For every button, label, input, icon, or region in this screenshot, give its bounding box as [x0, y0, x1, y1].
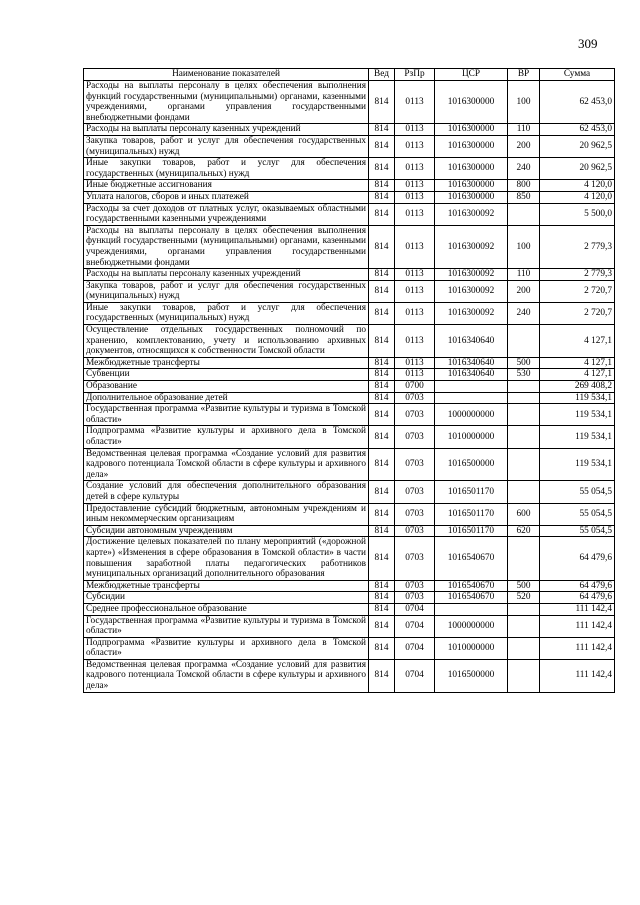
sum-cell: 4 127,1	[540, 357, 615, 369]
csr-cell: 1010000000	[435, 637, 508, 659]
csr-cell: 1016300000	[435, 124, 508, 136]
name-cell: Среднее профессиональное образование	[84, 603, 369, 615]
csr-cell: 1016300092	[435, 269, 508, 281]
vr-cell: 240	[508, 158, 540, 180]
ved-cell: 814	[369, 448, 395, 481]
csr-cell: 1016340640	[435, 369, 508, 381]
ved-cell: 814	[369, 381, 395, 393]
ved-cell: 814	[369, 81, 395, 124]
vr-cell: 530	[508, 369, 540, 381]
table-row	[84, 525, 615, 537]
ved-cell: 814	[369, 481, 395, 503]
ved-cell: 814	[369, 426, 395, 448]
table-row	[84, 191, 615, 203]
sum-cell: 4 127,1	[540, 369, 615, 381]
vr-cell: 800	[508, 180, 540, 192]
csr-cell: 1016540670	[435, 580, 508, 592]
vr-cell	[508, 448, 540, 481]
sum-cell: 2 720,7	[540, 280, 615, 302]
ved-cell: 814	[369, 203, 395, 225]
vr-cell	[508, 603, 540, 615]
header-name: Наименование показателей	[84, 69, 369, 81]
page-number: 309	[578, 36, 598, 51]
rzpr-cell: 0113	[395, 369, 435, 381]
table-row	[84, 381, 615, 393]
name-cell: Закупка товаров, работ и услуг для обеспечения государственных (муниципальных) нужд	[84, 280, 369, 302]
csr-cell: 1016540670	[435, 592, 508, 604]
name-cell: Ведомственная целевая программа «Создание условий для развития кадрового потенциала Томской области в сфере культуры и архивного дела»	[84, 659, 369, 692]
sum-cell: 119 534,1	[540, 448, 615, 481]
sum-cell: 119 534,1	[540, 404, 615, 426]
rzpr-cell: 0113	[395, 357, 435, 369]
sum-cell: 111 142,4	[540, 615, 615, 637]
rzpr-cell: 0704	[395, 615, 435, 637]
table-row	[84, 448, 615, 481]
name-cell: Уплата налогов, сборов и иных платежей	[84, 191, 369, 203]
rzpr-cell: 0113	[395, 203, 435, 225]
sum-cell: 4 127,1	[540, 325, 615, 358]
name-cell: Расходы на выплаты персоналу казенных учреждений	[84, 269, 369, 281]
csr-cell: 1016300000	[435, 135, 508, 157]
name-cell: Подпрограмма «Развитие культуры и архивного дела в Томской области»	[84, 637, 369, 659]
ved-cell: 814	[369, 135, 395, 157]
rzpr-cell: 0704	[395, 659, 435, 692]
ved-cell: 814	[369, 525, 395, 537]
csr-cell: 1016500000	[435, 659, 508, 692]
rzpr-cell: 0113	[395, 225, 435, 268]
ved-cell: 814	[369, 592, 395, 604]
name-cell: Субсидии автономным учреждениям	[84, 525, 369, 537]
sum-cell: 20 962,5	[540, 135, 615, 157]
name-cell: Межбюджетные трансферты	[84, 357, 369, 369]
csr-cell: 1016300092	[435, 225, 508, 268]
sum-cell: 111 142,4	[540, 659, 615, 692]
table-row	[84, 269, 615, 281]
name-cell: Образование	[84, 381, 369, 393]
ved-cell: 814	[369, 659, 395, 692]
sum-cell: 64 479,6	[540, 537, 615, 580]
table-row	[84, 592, 615, 604]
table-row	[84, 135, 615, 157]
rzpr-cell: 0704	[395, 637, 435, 659]
vr-cell: 500	[508, 580, 540, 592]
rzpr-cell: 0113	[395, 302, 435, 324]
csr-cell: 1016501170	[435, 525, 508, 537]
table-header-row	[84, 69, 615, 81]
csr-cell: 1016300000	[435, 158, 508, 180]
name-cell: Ведомственная целевая программа «Создание условий для развития кадрового потенциала Томской области в сфере культуры и архивного дела»	[84, 448, 369, 481]
name-cell: Иные закупки товаров, работ и услуг для обеспечения государственных (муниципальных) нужд	[84, 302, 369, 324]
rzpr-cell: 0113	[395, 135, 435, 157]
ved-cell: 814	[369, 302, 395, 324]
ved-cell: 814	[369, 537, 395, 580]
csr-cell: 1016300000	[435, 81, 508, 124]
table-row	[84, 124, 615, 136]
ved-cell: 814	[369, 124, 395, 136]
sum-cell: 20 962,5	[540, 158, 615, 180]
name-cell: Расходы на выплаты персоналу в целях обеспечения выполнения функций государственными (муниципальными) органами, казенными учреждениями, органами управления государственными внебюджетными фондами	[84, 225, 369, 268]
rzpr-cell: 0703	[395, 426, 435, 448]
csr-cell: 1016340640	[435, 357, 508, 369]
vr-cell	[508, 481, 540, 503]
rzpr-cell: 0703	[395, 525, 435, 537]
vr-cell	[508, 392, 540, 404]
rzpr-cell: 0703	[395, 580, 435, 592]
vr-cell: 600	[508, 503, 540, 525]
rzpr-cell: 0113	[395, 158, 435, 180]
table-row	[84, 659, 615, 692]
ved-cell: 814	[369, 603, 395, 615]
rzpr-cell: 0700	[395, 381, 435, 393]
csr-cell: 1016300000	[435, 180, 508, 192]
table-row	[84, 203, 615, 225]
csr-cell: 1016300092	[435, 302, 508, 324]
vr-cell	[508, 325, 540, 358]
name-cell: Иные бюджетные ассигнования	[84, 180, 369, 192]
header-rzpr: РзПр	[395, 69, 435, 81]
vr-cell	[508, 426, 540, 448]
ved-cell: 814	[369, 357, 395, 369]
csr-cell: 1016500000	[435, 448, 508, 481]
table-row	[84, 392, 615, 404]
csr-cell	[435, 392, 508, 404]
name-cell: Осуществление отдельных государственных полномочий по хранению, комплектованию, учету и использованию архивных документов, относящихся к собственности Томской области	[84, 325, 369, 358]
vr-cell	[508, 381, 540, 393]
vr-cell: 620	[508, 525, 540, 537]
header-vr: ВР	[508, 69, 540, 81]
table-row	[84, 503, 615, 525]
name-cell: Предоставление субсидий бюджетным, автономным учреждениям и иным некоммерческим организациям	[84, 503, 369, 525]
csr-cell: 1000000000	[435, 404, 508, 426]
budget-table	[83, 68, 615, 693]
sum-cell: 55 054,5	[540, 481, 615, 503]
sum-cell: 111 142,4	[540, 637, 615, 659]
csr-cell: 1016501170	[435, 503, 508, 525]
header-ved: Вед	[369, 69, 395, 81]
csr-cell: 1016340640	[435, 325, 508, 358]
sum-cell: 2 720,7	[540, 302, 615, 324]
ved-cell: 814	[369, 158, 395, 180]
vr-cell	[508, 637, 540, 659]
table-row	[84, 280, 615, 302]
table-row	[84, 603, 615, 615]
rzpr-cell: 0113	[395, 280, 435, 302]
name-cell: Создание условий для обеспечения дополнительного образования детей в сфере культуры	[84, 481, 369, 503]
vr-cell: 240	[508, 302, 540, 324]
table-row	[84, 537, 615, 580]
sum-cell: 119 534,1	[540, 426, 615, 448]
sum-cell: 111 142,4	[540, 603, 615, 615]
name-cell: Подпрограмма «Развитие культуры и архивного дела в Томской области»	[84, 426, 369, 448]
table-row	[84, 481, 615, 503]
table-body	[84, 81, 615, 693]
sum-cell: 62 453,0	[540, 124, 615, 136]
vr-cell: 100	[508, 81, 540, 124]
sum-cell: 55 054,5	[540, 525, 615, 537]
vr-cell: 200	[508, 280, 540, 302]
name-cell: Достижение целевых показателей по плану мероприятий («дорожной карте») «Изменения в сфере образования в Томской области» в части повышения заработной платы педагогических работников муниципальных организаций дополнительного образования	[84, 537, 369, 580]
ved-cell: 814	[369, 615, 395, 637]
rzpr-cell: 0703	[395, 448, 435, 481]
sum-cell: 2 779,3	[540, 269, 615, 281]
ved-cell: 814	[369, 325, 395, 358]
rzpr-cell: 0703	[395, 404, 435, 426]
rzpr-cell: 0703	[395, 481, 435, 503]
vr-cell	[508, 615, 540, 637]
name-cell: Государственная программа «Развитие культуры и туризма в Томской области»	[84, 404, 369, 426]
vr-cell: 100	[508, 225, 540, 268]
rzpr-cell: 0113	[395, 81, 435, 124]
csr-cell: 1010000000	[435, 426, 508, 448]
table-row	[84, 158, 615, 180]
vr-cell: 200	[508, 135, 540, 157]
sum-cell: 2 779,3	[540, 225, 615, 268]
ved-cell: 814	[369, 225, 395, 268]
ved-cell: 814	[369, 637, 395, 659]
ved-cell: 814	[369, 392, 395, 404]
table-row	[84, 302, 615, 324]
sum-cell: 269 408,2	[540, 381, 615, 393]
name-cell: Субсидии	[84, 592, 369, 604]
rzpr-cell: 0703	[395, 503, 435, 525]
header-csr: ЦСР	[435, 69, 508, 81]
vr-cell	[508, 537, 540, 580]
name-cell: Расходы на выплаты персоналу в целях обеспечения выполнения функций государственными (муниципальными) органами, казенными учреждениями, органами управления государственными внебюджетными фондами	[84, 81, 369, 124]
name-cell: Субвенции	[84, 369, 369, 381]
vr-cell: 110	[508, 269, 540, 281]
sum-cell: 4 120,0	[540, 191, 615, 203]
ved-cell: 814	[369, 180, 395, 192]
header-sum: Сумма	[540, 69, 615, 81]
rzpr-cell: 0703	[395, 537, 435, 580]
sum-cell: 64 479,6	[540, 592, 615, 604]
csr-cell: 1016300000	[435, 191, 508, 203]
name-cell: Расходы за счет доходов от платных услуг, оказываемых областными государственными казенными учреждениями	[84, 203, 369, 225]
csr-cell	[435, 603, 508, 615]
ved-cell: 814	[369, 280, 395, 302]
csr-cell: 1016540670	[435, 537, 508, 580]
table-row	[84, 580, 615, 592]
table-row	[84, 369, 615, 381]
table-row	[84, 81, 615, 124]
ved-cell: 814	[369, 580, 395, 592]
vr-cell: 520	[508, 592, 540, 604]
rzpr-cell: 0703	[395, 392, 435, 404]
csr-cell: 1000000000	[435, 615, 508, 637]
ved-cell: 814	[369, 503, 395, 525]
csr-cell: 1016501170	[435, 481, 508, 503]
rzpr-cell: 0113	[395, 269, 435, 281]
vr-cell: 110	[508, 124, 540, 136]
csr-cell: 1016300092	[435, 280, 508, 302]
table-row	[84, 637, 615, 659]
sum-cell: 119 534,1	[540, 392, 615, 404]
name-cell: Расходы на выплаты персоналу казенных учреждений	[84, 124, 369, 136]
rzpr-cell: 0703	[395, 592, 435, 604]
sum-cell: 55 054,5	[540, 503, 615, 525]
rzpr-cell: 0113	[395, 124, 435, 136]
name-cell: Закупка товаров, работ и услуг для обеспечения государственных (муниципальных) нужд	[84, 135, 369, 157]
table-row	[84, 180, 615, 192]
ved-cell: 814	[369, 269, 395, 281]
sum-cell: 62 453,0	[540, 81, 615, 124]
sum-cell: 5 500,0	[540, 203, 615, 225]
vr-cell	[508, 404, 540, 426]
csr-cell: 1016300092	[435, 203, 508, 225]
rzpr-cell: 0704	[395, 603, 435, 615]
sum-cell: 64 479,6	[540, 580, 615, 592]
table-row	[84, 225, 615, 268]
rzpr-cell: 0113	[395, 191, 435, 203]
sum-cell: 4 120,0	[540, 180, 615, 192]
table-row	[84, 615, 615, 637]
name-cell: Иные закупки товаров, работ и услуг для обеспечения государственных (муниципальных) нужд	[84, 158, 369, 180]
vr-cell	[508, 659, 540, 692]
csr-cell	[435, 381, 508, 393]
table-row	[84, 357, 615, 369]
vr-cell	[508, 203, 540, 225]
name-cell: Межбюджетные трансферты	[84, 580, 369, 592]
ved-cell: 814	[369, 369, 395, 381]
ved-cell: 814	[369, 404, 395, 426]
table-row	[84, 325, 615, 358]
name-cell: Государственная программа «Развитие культуры и туризма в Томской области»	[84, 615, 369, 637]
rzpr-cell: 0113	[395, 180, 435, 192]
rzpr-cell: 0113	[395, 325, 435, 358]
name-cell: Дополнительное образование детей	[84, 392, 369, 404]
table-row	[84, 404, 615, 426]
vr-cell: 850	[508, 191, 540, 203]
ved-cell: 814	[369, 191, 395, 203]
vr-cell: 500	[508, 357, 540, 369]
table-row	[84, 426, 615, 448]
